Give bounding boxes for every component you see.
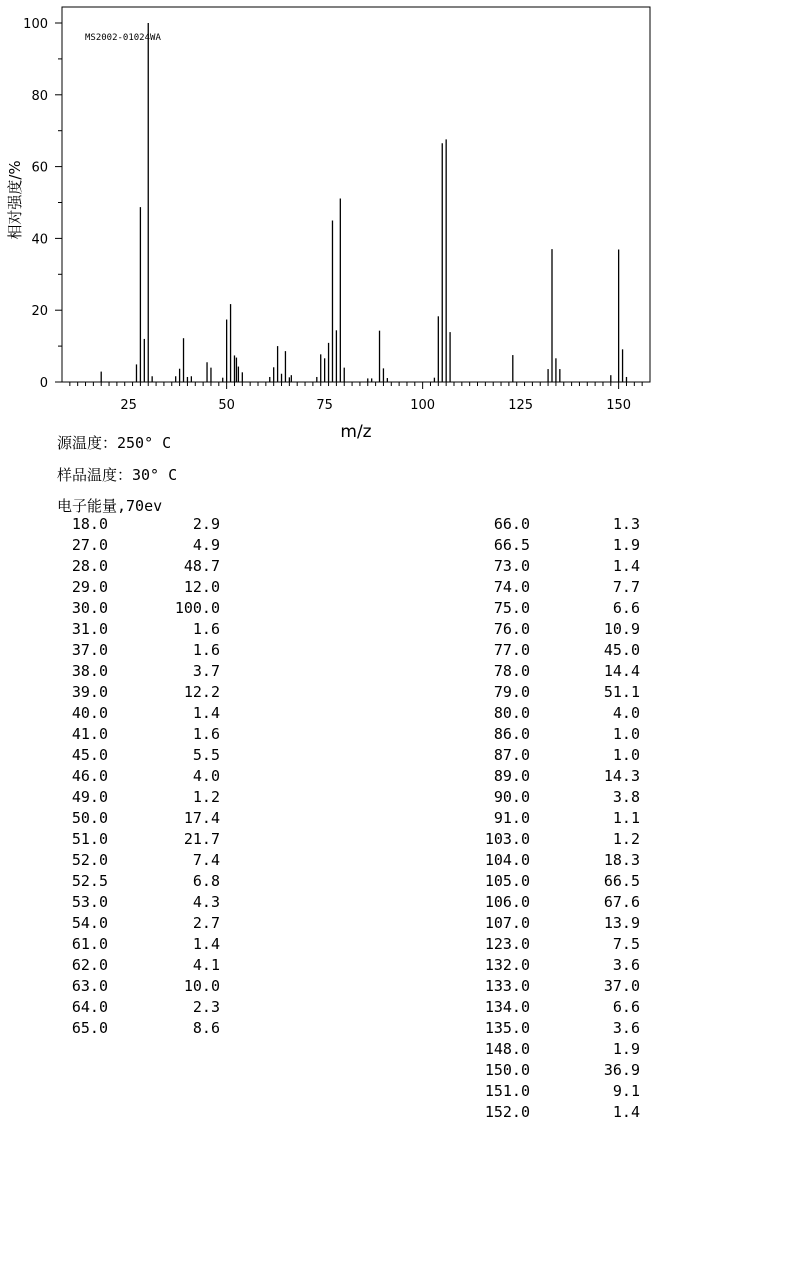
- peak-mz: 74.0: [493, 578, 530, 596]
- peak-row: [470, 535, 640, 556]
- y-tick-label: 60: [31, 160, 48, 176]
- peak-row: [60, 871, 220, 892]
- peak-row: [60, 892, 220, 913]
- peak-mz: 29.0: [71, 578, 108, 596]
- peak-intensity: 12.2: [183, 683, 220, 701]
- peak-row: [470, 1018, 640, 1039]
- peak-intensity: 7.7: [612, 578, 640, 596]
- peak-mz: 27.0: [71, 536, 108, 554]
- peak-intensity: 5.5: [192, 746, 220, 764]
- peak-row: [60, 913, 220, 934]
- x-axis: [70, 382, 642, 413]
- peak-row: [470, 808, 640, 829]
- x-tick-label: 150: [606, 398, 632, 413]
- peak-intensity: 67.6: [603, 893, 640, 911]
- peak-mz: 49.0: [71, 788, 108, 806]
- peak-intensity: 3.6: [612, 1019, 640, 1037]
- peak-row: [470, 514, 640, 535]
- x-axis-label: m/z: [340, 422, 372, 442]
- peak-row: [470, 703, 640, 724]
- peak-intensity: 1.0: [612, 725, 640, 743]
- peak-mz: 91.0: [493, 809, 530, 827]
- x-tick-label: 50: [218, 398, 235, 413]
- peak-intensity: 12.0: [183, 578, 220, 596]
- peak-mz: 151.0: [484, 1082, 530, 1100]
- peak-mz: 76.0: [493, 620, 530, 638]
- peak-row: [470, 997, 640, 1018]
- plot-frame: [62, 7, 650, 382]
- peak-mz: 37.0: [71, 641, 108, 659]
- peak-row: [470, 787, 640, 808]
- x-tick-label: 100: [410, 398, 436, 413]
- peak-mz: 46.0: [71, 767, 108, 785]
- sample-temperature: 样品温度：30° C: [57, 466, 178, 484]
- peak-row: [60, 556, 220, 577]
- peak-intensity: 14.4: [603, 662, 640, 680]
- peak-mz: 53.0: [71, 893, 108, 911]
- peak-row: [60, 808, 220, 829]
- peak-row: [470, 976, 640, 997]
- peak-intensity: 100.0: [174, 599, 220, 617]
- peak-table-left: [60, 514, 220, 1039]
- peak-mz: 87.0: [493, 746, 530, 764]
- peak-row: [60, 535, 220, 556]
- peak-intensity: 1.9: [612, 536, 640, 554]
- peak-intensity: 7.4: [192, 851, 220, 869]
- peak-intensity: 3.6: [612, 956, 640, 974]
- peak-row: [470, 577, 640, 598]
- peak-mz: 107.0: [484, 914, 530, 932]
- peak-intensity: 1.1: [612, 809, 640, 827]
- peak-intensity: 1.6: [192, 725, 220, 743]
- peak-row: [470, 850, 640, 871]
- peak-intensity: 10.0: [183, 977, 220, 995]
- peak-mz: 150.0: [484, 1061, 530, 1079]
- peak-mz: 90.0: [493, 788, 530, 806]
- peak-mz: 148.0: [484, 1040, 530, 1058]
- peak-row: [470, 934, 640, 955]
- x-tick-label: 125: [508, 398, 534, 413]
- peak-mz: 78.0: [493, 662, 530, 680]
- peak-mz: 40.0: [71, 704, 108, 722]
- peak-intensity: 4.1: [192, 956, 220, 974]
- peak-intensity: 1.6: [192, 641, 220, 659]
- peak-intensity: 6.8: [192, 872, 220, 890]
- peak-intensity: 6.6: [612, 998, 640, 1016]
- peak-intensity: 1.4: [192, 704, 220, 722]
- peak-mz: 75.0: [493, 599, 530, 617]
- peak-row: [60, 598, 220, 619]
- y-tick-label: 0: [39, 376, 48, 391]
- peak-intensity: 1.2: [612, 830, 640, 848]
- peak-row: [470, 766, 640, 787]
- peak-intensity: 13.9: [603, 914, 640, 932]
- peak-mz: 30.0: [71, 599, 108, 617]
- peak-row: [470, 598, 640, 619]
- peak-mz: 52.5: [71, 872, 108, 890]
- peak-mz: 73.0: [493, 557, 530, 575]
- peak-mz: 63.0: [71, 977, 108, 995]
- peak-intensity: 2.9: [192, 515, 220, 533]
- peak-row: [60, 850, 220, 871]
- peak-intensity: 36.9: [603, 1061, 640, 1079]
- peak-row: [60, 577, 220, 598]
- peak-mz: 89.0: [493, 767, 530, 785]
- peak-row: [60, 766, 220, 787]
- peak-table-right: [470, 514, 640, 1123]
- peak-mz: 133.0: [484, 977, 530, 995]
- peak-mz: 45.0: [71, 746, 108, 764]
- peak-row: [60, 955, 220, 976]
- peak-row: [60, 724, 220, 745]
- peak-intensity: 18.3: [603, 851, 640, 869]
- peak-intensity: 1.9: [612, 1040, 640, 1058]
- peak-row: [60, 934, 220, 955]
- peak-intensity: 1.2: [192, 788, 220, 806]
- y-tick-label: 100: [23, 17, 48, 32]
- peak-intensity: 1.6: [192, 620, 220, 638]
- peak-mz: 135.0: [484, 1019, 530, 1037]
- peak-row: [60, 682, 220, 703]
- peak-mz: 86.0: [493, 725, 530, 743]
- peak-mz: 79.0: [493, 683, 530, 701]
- x-tick-label: 25: [120, 398, 137, 413]
- peak-mz: 41.0: [71, 725, 108, 743]
- peak-intensity: 7.5: [612, 935, 640, 953]
- peak-row: [60, 514, 220, 535]
- peak-row: [60, 997, 220, 1018]
- peak-row: [470, 871, 640, 892]
- peak-row: [470, 1081, 640, 1102]
- peak-intensity: 1.4: [612, 1103, 640, 1121]
- peak-mz: 132.0: [484, 956, 530, 974]
- peak-intensity: 1.4: [612, 557, 640, 575]
- peak-intensity: 37.0: [603, 977, 640, 995]
- peak-intensity: 2.3: [192, 998, 220, 1016]
- peak-row: [60, 640, 220, 661]
- peak-row: [60, 619, 220, 640]
- peak-mz: 80.0: [493, 704, 530, 722]
- peak-row: [470, 682, 640, 703]
- peak-intensity: 14.3: [603, 767, 640, 785]
- peak-intensity: 8.6: [192, 1019, 220, 1037]
- peak-row: [60, 745, 220, 766]
- y-axis: [23, 17, 62, 391]
- peak-mz: 61.0: [71, 935, 108, 953]
- mass-spectrum-chart: [0, 0, 794, 450]
- peak-mz: 50.0: [71, 809, 108, 827]
- y-tick-label: 40: [31, 232, 48, 248]
- peak-mz: 38.0: [71, 662, 108, 680]
- electron-energy: 电子能量,70ev: [57, 497, 163, 515]
- peak-mz: 66.0: [493, 515, 530, 533]
- peak-intensity: 1.4: [192, 935, 220, 953]
- peak-row: [470, 913, 640, 934]
- peak-row: [60, 976, 220, 997]
- peak-intensity: 45.0: [603, 641, 640, 659]
- peak-mz: 66.5: [493, 536, 530, 554]
- peak-intensity: 66.5: [603, 872, 640, 890]
- peak-row: [470, 556, 640, 577]
- peak-mz: 104.0: [484, 851, 530, 869]
- peak-intensity: 6.6: [612, 599, 640, 617]
- peak-intensity: 10.9: [603, 620, 640, 638]
- peak-intensity: 1.3: [612, 515, 640, 533]
- peak-row: [470, 745, 640, 766]
- spectrum-peaks: [101, 23, 626, 382]
- x-tick-label: 75: [316, 398, 333, 413]
- peak-mz: 54.0: [71, 914, 108, 932]
- peak-mz: 51.0: [71, 830, 108, 848]
- peak-row: [60, 703, 220, 724]
- peak-mz: 64.0: [71, 998, 108, 1016]
- peak-row: [470, 661, 640, 682]
- peak-row: [60, 829, 220, 850]
- peak-intensity: 1.0: [612, 746, 640, 764]
- peak-intensity: 4.9: [192, 536, 220, 554]
- peak-mz: 106.0: [484, 893, 530, 911]
- peak-row: [470, 829, 640, 850]
- peak-mz: 31.0: [71, 620, 108, 638]
- peak-mz: 105.0: [484, 872, 530, 890]
- peak-row: [470, 619, 640, 640]
- peak-mz: 123.0: [484, 935, 530, 953]
- peak-row: [470, 955, 640, 976]
- peak-mz: 39.0: [71, 683, 108, 701]
- peak-row: [470, 640, 640, 661]
- peak-mz: 152.0: [484, 1103, 530, 1121]
- peak-mz: 18.0: [71, 515, 108, 533]
- peak-intensity: 17.4: [183, 809, 220, 827]
- y-tick-label: 80: [31, 88, 48, 104]
- peak-mz: 103.0: [484, 830, 530, 848]
- peak-intensity: 51.1: [603, 683, 640, 701]
- peak-intensity: 4.3: [192, 893, 220, 911]
- peak-intensity: 48.7: [183, 557, 220, 575]
- peak-row: [470, 1060, 640, 1081]
- y-axis-label: 相对强度/%: [6, 160, 24, 240]
- peak-mz: 62.0: [71, 956, 108, 974]
- peak-row: [60, 787, 220, 808]
- peak-row: [470, 1039, 640, 1060]
- peak-row: [470, 1102, 640, 1123]
- peak-intensity: 3.8: [612, 788, 640, 806]
- sample-id-label: MS2002-01024WA: [85, 33, 161, 43]
- source-temperature: 源温度：250° C: [57, 434, 172, 452]
- peak-mz: 77.0: [493, 641, 530, 659]
- peak-row: [60, 661, 220, 682]
- peak-mz: 65.0: [71, 1019, 108, 1037]
- peak-intensity: 4.0: [612, 704, 640, 722]
- peak-mz: 52.0: [71, 851, 108, 869]
- peak-intensity: 4.0: [192, 767, 220, 785]
- peak-row: [470, 892, 640, 913]
- peak-row: [60, 1018, 220, 1039]
- peak-mz: 28.0: [71, 557, 108, 575]
- peak-mz: 134.0: [484, 998, 530, 1016]
- peak-intensity: 2.7: [192, 914, 220, 932]
- peak-intensity: 9.1: [612, 1082, 640, 1100]
- y-tick-label: 20: [31, 304, 48, 320]
- peak-intensity: 3.7: [192, 662, 220, 680]
- peak-intensity: 21.7: [183, 830, 220, 848]
- peak-row: [470, 724, 640, 745]
